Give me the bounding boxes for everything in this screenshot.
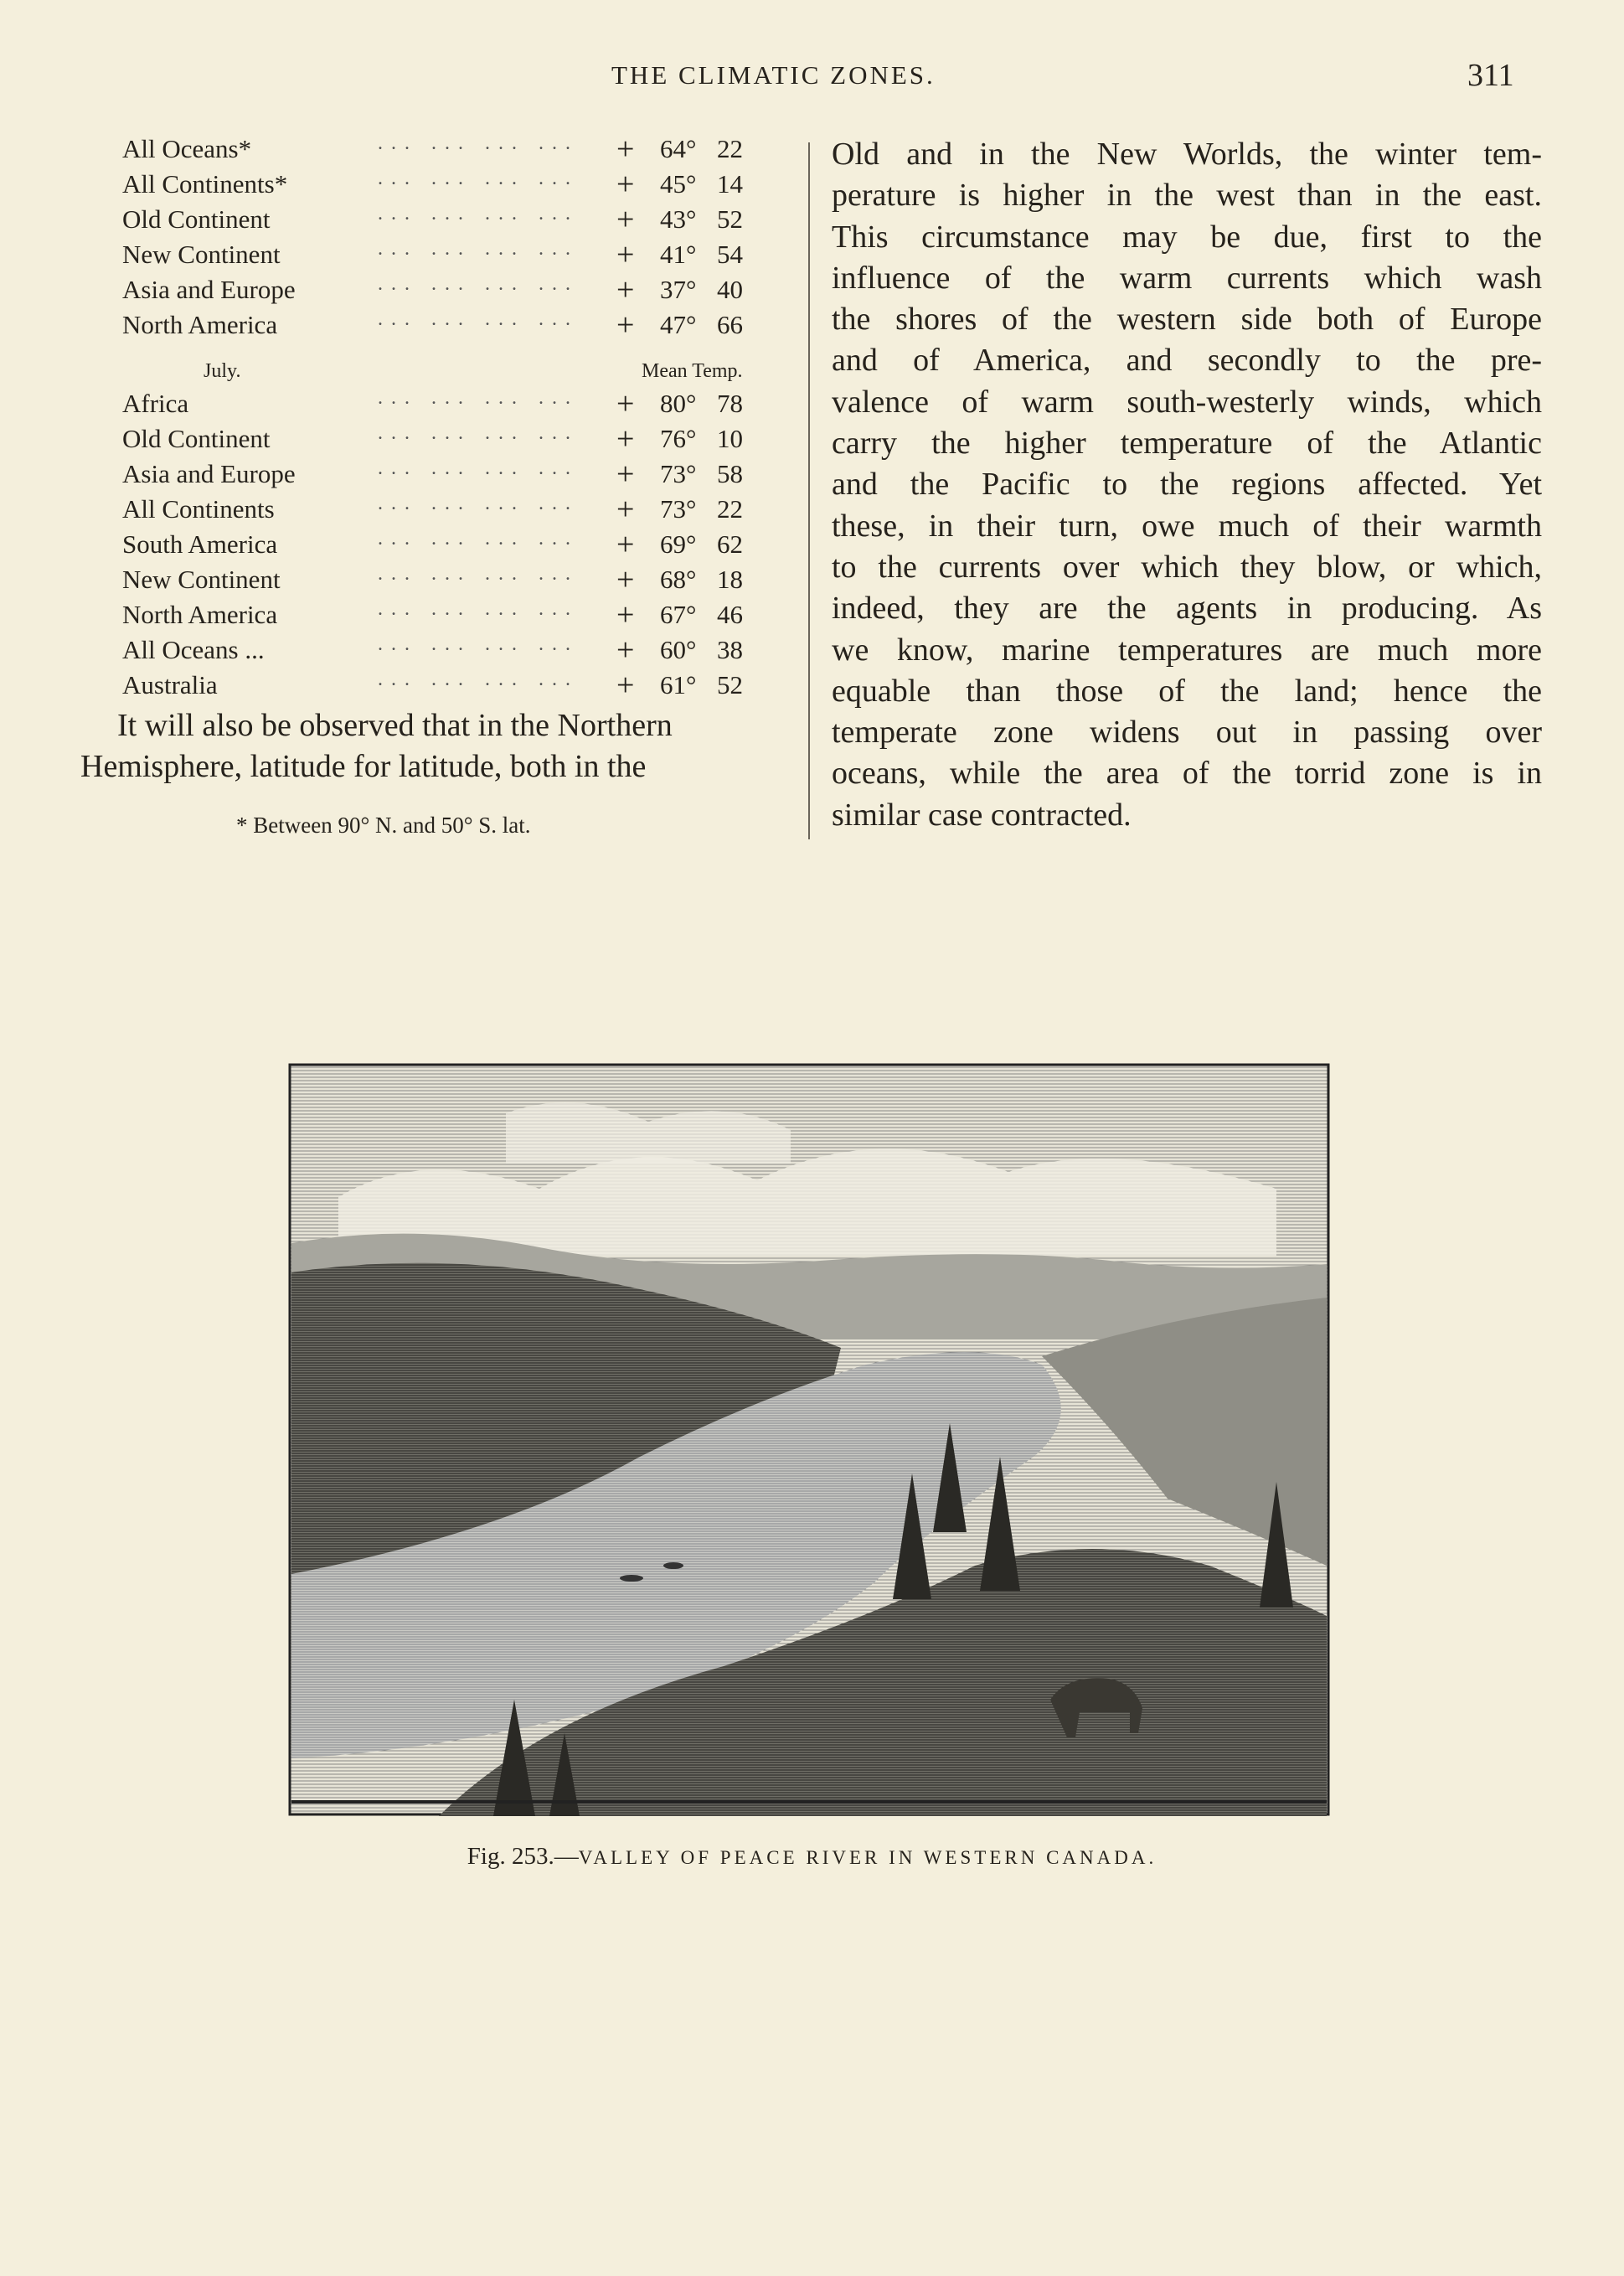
figure-number: Fig. 253.— bbox=[467, 1843, 579, 1870]
paragraph-line: to the currents over which they blow, or which, bbox=[832, 549, 1542, 585]
minutes: 52 bbox=[717, 204, 743, 234]
sign: + bbox=[616, 632, 635, 668]
table-row bbox=[80, 204, 792, 240]
leader-dots: ... ... ... ... bbox=[378, 563, 579, 585]
region-name: All Oceans ... bbox=[122, 635, 265, 664]
sign: + bbox=[616, 668, 635, 703]
degrees: 45° bbox=[660, 169, 697, 199]
sign: + bbox=[616, 132, 635, 167]
sign: + bbox=[616, 202, 635, 237]
table-row bbox=[80, 632, 792, 670]
leader-dots: ... ... ... ... bbox=[378, 493, 579, 514]
paragraph-line: the shores of the western side both of Europe bbox=[832, 302, 1542, 338]
leader-dots: ... ... ... ... bbox=[378, 457, 579, 479]
table-july-section bbox=[80, 386, 792, 705]
sign: + bbox=[616, 386, 635, 421]
figure-caption bbox=[0, 1843, 1624, 1871]
table-row bbox=[80, 134, 792, 169]
leader-dots: ... ... ... ... bbox=[378, 668, 579, 690]
region-name: Old Continent bbox=[122, 204, 271, 234]
left-paragraph-line: Hemisphere, latitude for latitude, both in the bbox=[80, 749, 647, 784]
sign: + bbox=[616, 597, 635, 632]
degrees: 68° bbox=[660, 565, 697, 594]
column-divider bbox=[808, 142, 810, 839]
leader-dots: ... ... ... ... bbox=[378, 633, 579, 655]
sign: + bbox=[616, 492, 635, 527]
minutes: 40 bbox=[717, 275, 743, 304]
degrees: 60° bbox=[660, 635, 697, 664]
sign: + bbox=[616, 527, 635, 562]
right-paragraph bbox=[832, 134, 1542, 836]
sign: + bbox=[616, 307, 635, 343]
leader-dots: ... ... ... ... bbox=[378, 203, 579, 225]
region-name: Australia bbox=[122, 670, 218, 699]
table-top-section bbox=[80, 134, 792, 345]
paragraph-line: these, in their turn, owe much of their warmth bbox=[832, 508, 1542, 544]
figure-title: VALLEY OF PEACE RIVER IN WESTERN CANADA. bbox=[578, 1847, 1157, 1868]
degrees: 69° bbox=[660, 529, 697, 559]
left-paragraph bbox=[80, 705, 792, 787]
paragraph-line: influence of the warm currents which wash bbox=[832, 260, 1542, 296]
table-row bbox=[80, 307, 792, 345]
paragraph-line: indeed, they are the agents in producing. As bbox=[832, 591, 1542, 627]
table-row bbox=[80, 597, 792, 635]
leader-dots: ... ... ... ... bbox=[378, 422, 579, 444]
paragraph-line: Old and in the New Worlds, the winter tem- bbox=[832, 137, 1542, 172]
degrees: 41° bbox=[660, 240, 697, 269]
table-row bbox=[80, 272, 792, 310]
paragraph-line: equable than those of the land; hence the bbox=[832, 673, 1542, 709]
page-number: 311 bbox=[1467, 58, 1514, 93]
degrees: 76° bbox=[660, 424, 697, 453]
temperature-table bbox=[80, 134, 792, 705]
left-paragraph-line: It will also be observed that in the Northern bbox=[117, 708, 673, 743]
table-row bbox=[80, 421, 792, 459]
paragraph-line: This circumstance may be due, first to the bbox=[832, 219, 1542, 255]
region-name: Old Continent bbox=[122, 424, 271, 453]
minutes: 46 bbox=[717, 600, 743, 629]
paragraph-line: carry the higher temperature of the Atlantic bbox=[832, 426, 1542, 462]
region-name: All Oceans* bbox=[122, 134, 252, 163]
degrees: 73° bbox=[660, 494, 697, 524]
paragraph-line: perature is higher in the west than in the east. bbox=[832, 178, 1542, 214]
minutes: 38 bbox=[717, 635, 743, 664]
engraving-figure bbox=[288, 1063, 1330, 1816]
region-name: New Continent bbox=[122, 565, 281, 594]
paragraph-line: valence of warm south-westerly winds, which bbox=[832, 384, 1542, 420]
degrees: 64° bbox=[660, 134, 697, 163]
region-name: Africa bbox=[122, 389, 189, 418]
region-name: Asia and Europe bbox=[122, 275, 296, 304]
region-name: Asia and Europe bbox=[122, 459, 296, 488]
region-name: All Continents bbox=[122, 494, 275, 524]
leader-dots: ... ... ... ... bbox=[378, 528, 579, 550]
minutes: 22 bbox=[717, 134, 743, 163]
minutes: 22 bbox=[717, 494, 743, 524]
minutes: 54 bbox=[717, 240, 743, 269]
july-label: July. bbox=[204, 360, 241, 382]
paragraph-line: and the Pacific to the regions affected. Yet bbox=[832, 467, 1542, 503]
sign: + bbox=[616, 167, 635, 202]
minutes: 52 bbox=[717, 670, 743, 699]
minutes: 14 bbox=[717, 169, 743, 199]
degrees: 37° bbox=[660, 275, 697, 304]
july-subheading bbox=[80, 355, 792, 389]
river-valley-engraving bbox=[288, 1063, 1330, 1816]
table-row bbox=[80, 237, 792, 275]
region-name: New Continent bbox=[122, 240, 281, 269]
leader-dots: ... ... ... ... bbox=[378, 598, 579, 620]
table-row bbox=[80, 529, 792, 565]
degrees: 43° bbox=[660, 204, 697, 234]
table-row bbox=[80, 562, 792, 600]
paragraph-line: oceans, while the area of the torrid zone is in bbox=[832, 756, 1542, 792]
leader-dots: ... ... ... ... bbox=[378, 273, 579, 295]
sign: + bbox=[616, 237, 635, 272]
table-row bbox=[80, 494, 792, 529]
sign: + bbox=[616, 562, 635, 597]
sign: + bbox=[616, 457, 635, 492]
footnote: * Between 90° N. and 50° S. lat. bbox=[236, 813, 531, 838]
region-name: North America bbox=[122, 600, 278, 629]
paragraph-line: temperate zone widens out in passing over bbox=[832, 715, 1542, 751]
page-header bbox=[0, 60, 1624, 102]
degrees: 67° bbox=[660, 600, 697, 629]
leader-dots: ... ... ... ... bbox=[378, 132, 579, 154]
region-name: All Continents* bbox=[122, 169, 288, 199]
table-row bbox=[80, 169, 792, 204]
table-row bbox=[80, 386, 792, 424]
paragraph-line: and of America, and secondly to the pre- bbox=[832, 343, 1542, 379]
paragraph-line: we know, marine temperatures are much more bbox=[832, 632, 1542, 668]
degrees: 80° bbox=[660, 389, 697, 418]
paragraph-line: similar case contracted. bbox=[832, 797, 1132, 833]
leader-dots: ... ... ... ... bbox=[378, 168, 579, 189]
sign: + bbox=[616, 272, 635, 307]
minutes: 62 bbox=[717, 529, 743, 559]
degrees: 73° bbox=[660, 459, 697, 488]
minutes: 58 bbox=[717, 459, 743, 488]
sign: + bbox=[616, 421, 635, 457]
region-name: North America bbox=[122, 310, 278, 339]
running-title: THE CLIMATIC ZONES. bbox=[611, 60, 936, 90]
degrees: 47° bbox=[660, 310, 697, 339]
mean-temp-label: Mean Temp. bbox=[642, 360, 743, 382]
minutes: 10 bbox=[717, 424, 743, 453]
minutes: 66 bbox=[717, 310, 743, 339]
table-row bbox=[80, 459, 792, 494]
leader-dots: ... ... ... ... bbox=[378, 238, 579, 260]
leader-dots: ... ... ... ... bbox=[378, 308, 579, 330]
region-name: South America bbox=[122, 529, 278, 559]
minutes: 78 bbox=[717, 389, 743, 418]
minutes: 18 bbox=[717, 565, 743, 594]
leader-dots: ... ... ... ... bbox=[378, 387, 579, 409]
table-row bbox=[80, 670, 792, 705]
degrees: 61° bbox=[660, 670, 697, 699]
